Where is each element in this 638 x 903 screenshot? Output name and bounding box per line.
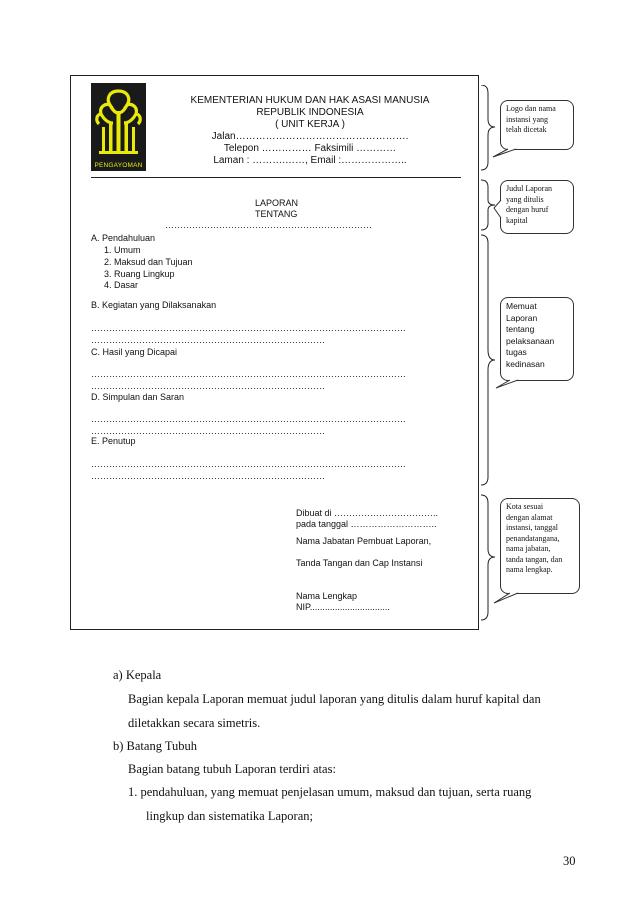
section-d-heading: D. Simpulan dan Saran bbox=[91, 392, 185, 402]
callout-report-title: Judul Laporan yang ditulis dengan huruf kapital bbox=[500, 180, 574, 234]
country-name: REPUBLIK INDONESIA bbox=[256, 107, 364, 118]
phone-fax-line: Telepon …………… Faksimili ………… bbox=[223, 143, 397, 154]
callout-report-body: Memuat Laporan tentang pelaksanaan tugas kedinasan bbox=[500, 297, 574, 381]
signature-sign-stamp: Tanda Tangan dan Cap Instansi bbox=[296, 558, 423, 568]
pengayoman-logo bbox=[91, 83, 146, 171]
signature-position: Nama Jabatan Pembuat Laporan, bbox=[296, 536, 432, 546]
section-b-dots-long: …………………………………………………………………………………………… bbox=[91, 323, 406, 333]
section-a-item: 4. Dasar bbox=[104, 280, 139, 290]
signature-full-name: Nama Lengkap bbox=[296, 591, 358, 601]
address-line: Jalan……………………………………………. bbox=[211, 131, 409, 142]
section-a-heading: A. Pendahuluan bbox=[91, 233, 156, 243]
report-title-tentang: TENTANG bbox=[255, 209, 298, 219]
explain-a-line2: diletakkan secara simetris. bbox=[128, 716, 261, 730]
tail-body bbox=[496, 380, 518, 388]
signature-date: pada tanggal ……………………….. bbox=[296, 519, 437, 529]
section-c-heading: C. Hasil yang Dicapai bbox=[91, 347, 178, 357]
section-e-heading: E. Penutup bbox=[91, 436, 136, 446]
unit-name: ( UNIT KERJA ) bbox=[275, 119, 345, 130]
explain-a-label: a) Kepala bbox=[113, 668, 162, 682]
section-d-dots-short: …………………………………………………………………… bbox=[91, 426, 325, 436]
section-e-dots-long: …………………………………………………………………………………………… bbox=[91, 459, 406, 469]
signature-place: Dibuat di …………………………….. bbox=[296, 508, 439, 518]
header-divider bbox=[91, 177, 461, 178]
callout-logo-name: Logo dan nama instansi yang telah dicetak bbox=[500, 100, 574, 150]
section-c-dots-short: …………………………………………………………………… bbox=[91, 381, 325, 391]
explain-b-item1-line2: lingkup dan sistematika Laporan; bbox=[146, 809, 313, 823]
section-a-item: 2. Maksud dan Tujuan bbox=[104, 257, 193, 267]
website-email-line: Laman : ……….……, Email :……………….. bbox=[213, 155, 407, 166]
signature-nip: NIP................................ bbox=[296, 602, 390, 612]
section-b-dots-short: …………………………………………………………………… bbox=[91, 335, 325, 345]
explain-b-line1: Bagian batang tubuh Laporan terdiri atas: bbox=[128, 762, 336, 776]
section-a-item: 3. Ruang Lingkup bbox=[104, 269, 175, 279]
callout-tails bbox=[490, 140, 520, 660]
report-title-laporan: LAPORAN bbox=[255, 198, 299, 208]
section-b-heading: B. Kegiatan yang Dilaksanakan bbox=[91, 300, 217, 310]
section-a-item: 1. Umum bbox=[104, 245, 141, 255]
tail-signature bbox=[494, 593, 518, 603]
logo-caption: PENGAYOMAN bbox=[94, 162, 143, 169]
page-number: 30 bbox=[563, 854, 576, 868]
callout-signature-block: Kota sesuai dengan alamat instansi, tanggal penandatangana, nama jabatan, tanda tangan, dan nama lengkap. bbox=[500, 498, 580, 594]
section-c-dots-long: …………………………………………………………………………………………… bbox=[91, 369, 406, 379]
section-d-dots-long: …………………………………………………………………………………………… bbox=[91, 414, 406, 424]
explain-b-label: b) Batang Tubuh bbox=[113, 739, 198, 753]
section-e-dots-short: …………………………………………………………………… bbox=[91, 471, 325, 481]
tail-title bbox=[494, 200, 501, 218]
explain-a-line1: Bagian kepala Laporan memuat judul laporan yang ditulis dalam huruf kapital dan bbox=[128, 692, 541, 706]
report-title-dots: …………………………………………………………… bbox=[165, 220, 372, 230]
pengayoman-tree-icon bbox=[91, 83, 146, 159]
tail-logo bbox=[493, 149, 516, 157]
ministry-name: KEMENTERIAN HUKUM DAN HAK ASASI MANUSIA bbox=[190, 95, 430, 106]
explain-b-item1-line1: 1. pendahuluan, yang memuat penjelasan umum, maksud dan tujuan, serta ruang bbox=[128, 785, 532, 799]
